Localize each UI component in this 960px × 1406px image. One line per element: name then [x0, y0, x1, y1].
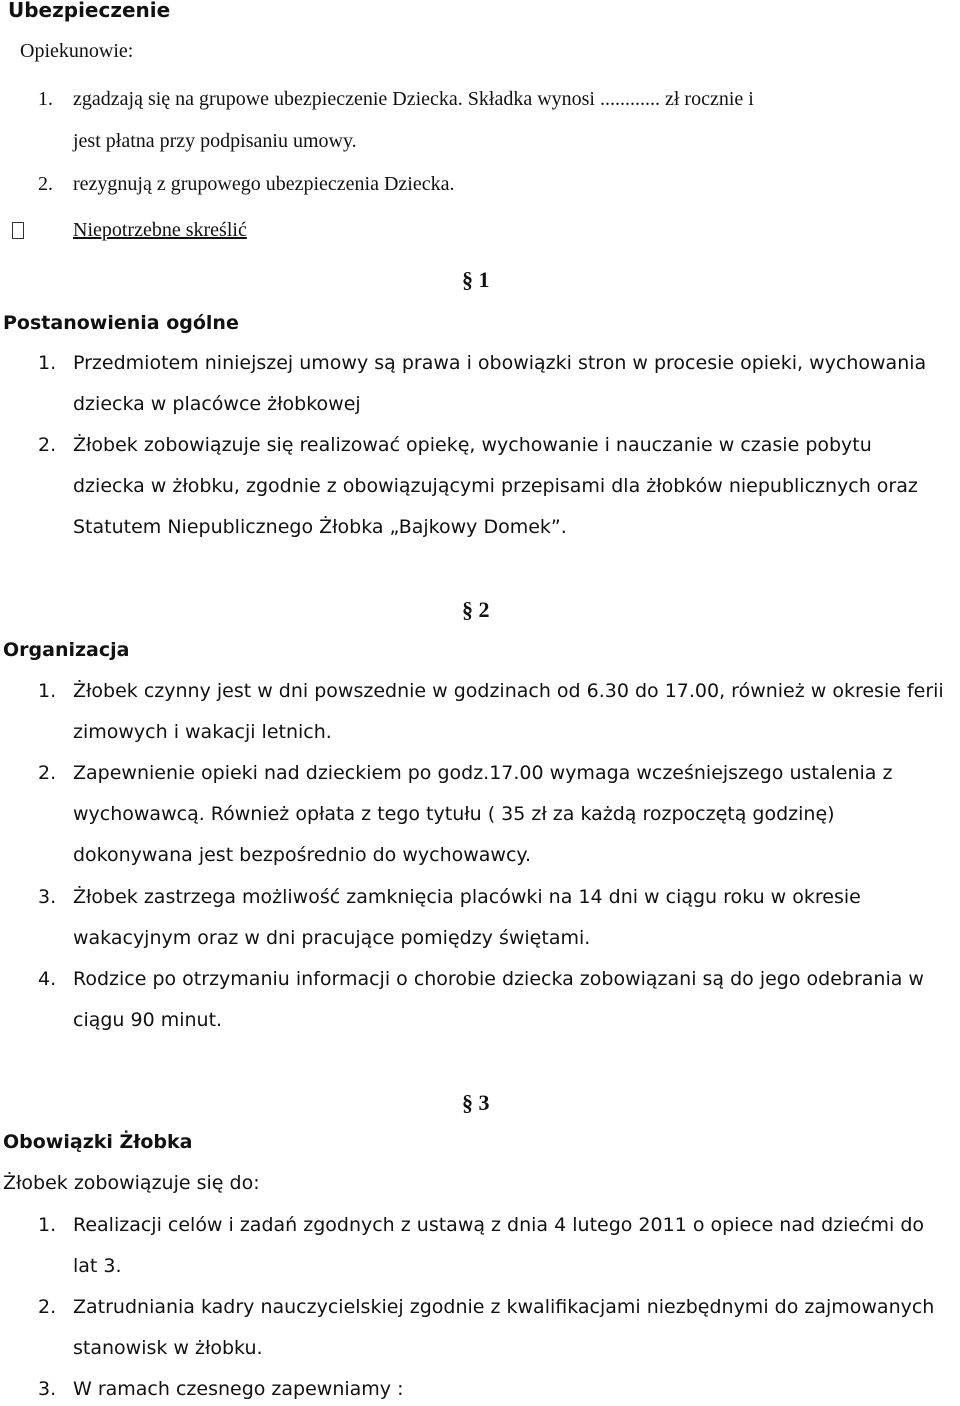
section-3-item-3-number: 3. [38, 1378, 57, 1400]
section-3-heading: Obowiązki Żłobka [3, 1131, 193, 1153]
section-2-sign: § 2 [462, 597, 490, 622]
section-3-item-2-number: 2. [38, 1296, 57, 1318]
section-3-item-3-line-1: W ramach czesnego zapewniamy : [73, 1378, 404, 1400]
section-3-item-1-line-1: Realizacji celów i zadań zgodnych z ustawą z dnia 4 lutego 2011 o opiece nad dziećmi do [73, 1214, 925, 1236]
section-1-item-2-line-2: dziecka w żłobku, zgodnie z obowiązującymi przepisami dla żłobków niepublicznych oraz [73, 475, 918, 497]
strike-note: Niepotrzebne skreślić [73, 219, 247, 241]
section-2-item-2-line-1: Zapewnienie opieki nad dzieckiem po godz.17.00 wymaga wcześniejszego ustalenia z [73, 762, 893, 784]
section-2-item-4-line-2: ciągu 90 minut. [73, 1009, 223, 1031]
section-1-heading: Postanowienia ogólne [3, 312, 239, 334]
section-3-item-1-line-2: lat 3. [73, 1255, 122, 1277]
insurance-item-2-number: 2. [38, 173, 53, 195]
section-2-item-2-line-2: wychowawcą. Również opłata z tego tytułu ( 35 zł za każdą rozpoczętą godzinę) [73, 803, 835, 825]
section-2-item-1-line-2: zimowych i wakacji letnich. [73, 721, 332, 743]
checkbox-icon [12, 222, 24, 239]
section-2-item-1-number: 1. [38, 680, 57, 702]
section-2-item-2-line-3: dokonywana jest bezpośrednio do wychowawcy. [73, 844, 531, 866]
section-3-item-1-number: 1. [38, 1214, 57, 1236]
section-1-item-1-line-2: dziecka w placówce żłobkowej [73, 393, 361, 415]
section-3-item-2-line-2: stanowisk w żłobku. [73, 1337, 263, 1359]
section-3-intro: Żłobek zobowiązuje się do: [3, 1172, 260, 1194]
section-1-item-1-line-1: Przedmiotem niniejszej umowy są prawa i obowiązki stron w procesie opieki, wychowania [73, 352, 927, 374]
section-1-item-2-number: 2. [38, 434, 57, 456]
section-1-item-2-line-3: Statutem Niepublicznego Żłobka „Bajkowy Domek”. [73, 516, 567, 538]
section-3-item-2-line-1: Zatrudniania kadry nauczycielskiej zgodnie z kwalifikacjami niezbędnymi do zajmowanych [73, 1296, 935, 1318]
section-2-item-1-line-1: Żłobek czynny jest w dni powszednie w godzinach od 6.30 do 17.00, również w okresie ferii [73, 680, 944, 702]
insurance-heading: Ubezpieczenie [8, 0, 171, 22]
section-2-item-3-line-1: Żłobek zastrzega możliwość zamknięcia placówki na 14 dni w ciągu roku w okresie [73, 886, 861, 908]
section-2-item-3-line-2: wakacyjnym oraz w dni pracujące pomiędzy świętami. [73, 927, 591, 949]
section-1-item-1-number: 1. [38, 352, 57, 374]
section-2-item-3-number: 3. [38, 886, 57, 908]
section-1-sign: § 1 [462, 267, 490, 292]
insurance-item-1-line-1: zgadzają się na grupowe ubezpieczenie Dziecka. Składka wynosi ............ zł rocznie i [73, 88, 754, 110]
guardians-label: Opiekunowie: [20, 40, 134, 62]
section-1-item-2-line-1: Żłobek zobowiązuje się realizować opiekę, wychowanie i nauczanie w czasie pobytu [73, 434, 872, 456]
insurance-item-1-number: 1. [38, 88, 53, 110]
section-2-heading: Organizacja [3, 639, 130, 661]
section-3-sign: § 3 [462, 1090, 490, 1115]
insurance-item-1-line-2: jest płatna przy podpisaniu umowy. [73, 130, 357, 152]
section-2-item-2-number: 2. [38, 762, 57, 784]
section-2-item-4-line-1: Rodzice po otrzymaniu informacji o chorobie dziecka zobowiązani są do jego odebrania w [73, 968, 924, 990]
insurance-item-2-line-1: rezygnują z grupowego ubezpieczenia Dziecka. [73, 173, 455, 195]
section-2-item-4-number: 4. [38, 968, 57, 990]
